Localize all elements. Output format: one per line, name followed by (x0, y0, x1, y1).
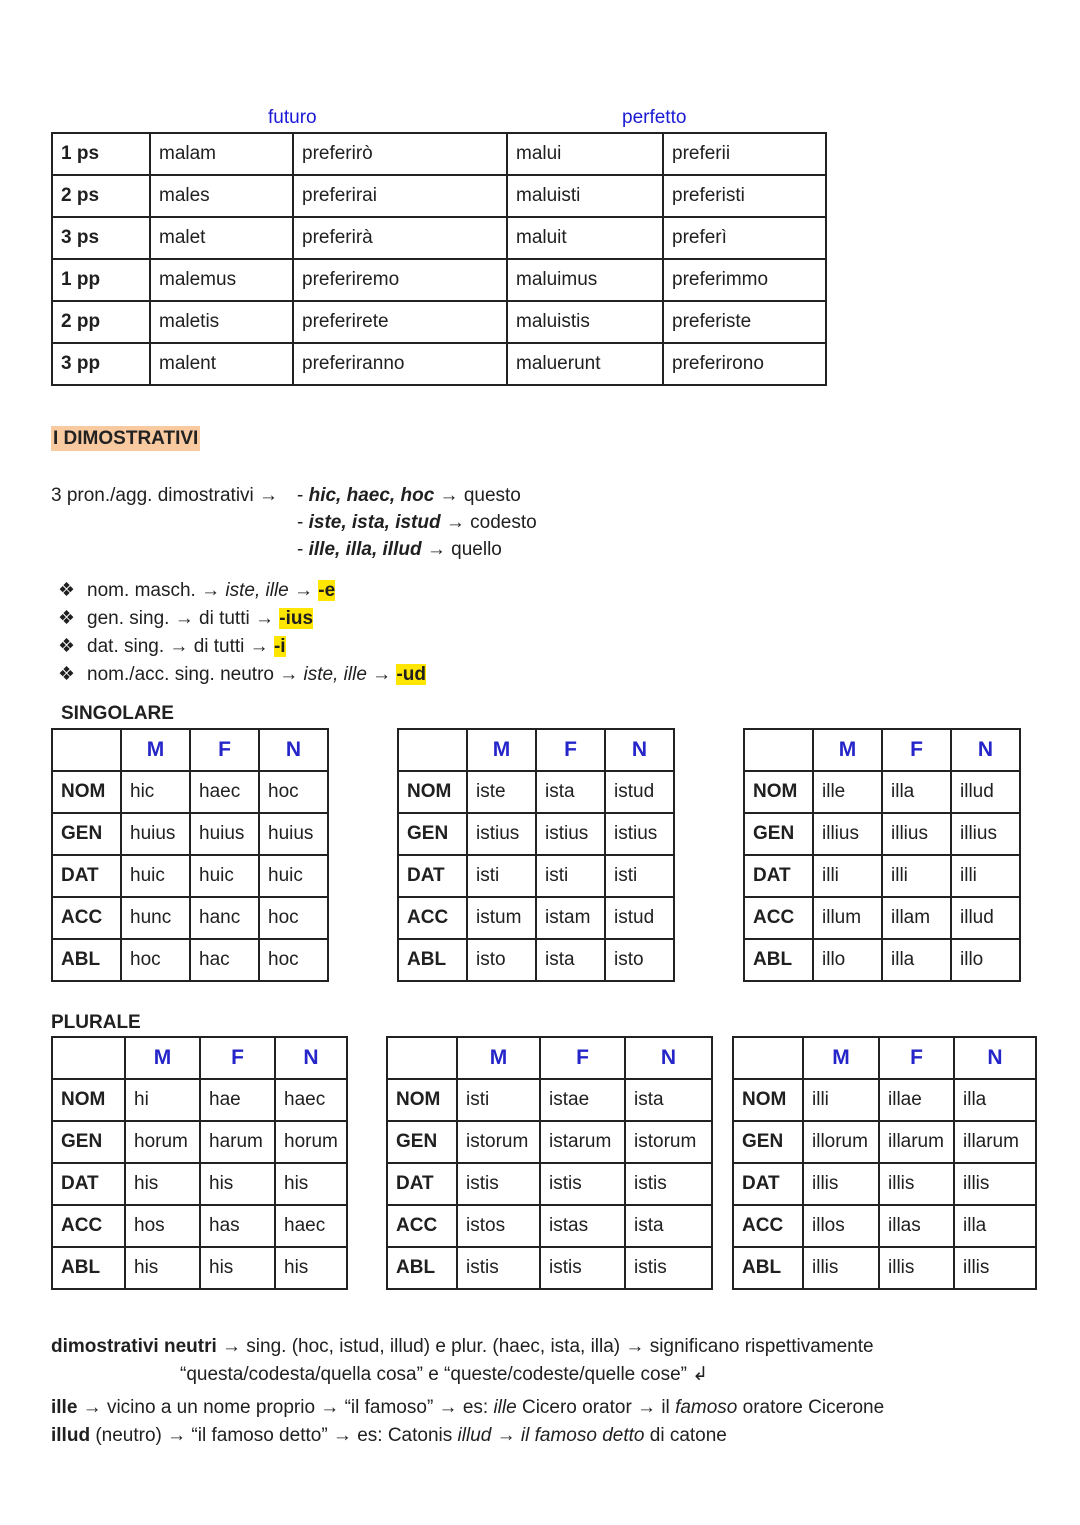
case-row (387, 1079, 712, 1121)
form-cell: istis (540, 1247, 625, 1289)
form-cell: istis (457, 1247, 540, 1289)
diamond-bullet-icon: ❖ (58, 608, 76, 629)
form-cell: illis (803, 1247, 879, 1289)
corner-cell (52, 729, 121, 771)
form-cell: hic (121, 771, 190, 813)
case-row (733, 1079, 1036, 1121)
form-cell: harum (200, 1121, 275, 1163)
singolare-label: SINGOLARE (61, 703, 174, 724)
form-cell: isti (467, 855, 536, 897)
verb-form-cell: maluistis (507, 301, 663, 343)
form-cell: hos (125, 1205, 200, 1247)
gender-header: F (190, 729, 259, 771)
header-row (744, 729, 1020, 771)
form-cell: hoc (259, 897, 328, 939)
note-neutri-line2: “questa/codesta/quella cosa” e “queste/codeste/quelle cose” ↲ (180, 1364, 709, 1385)
form-cell: illa (954, 1079, 1036, 1121)
form-cell: istius (605, 813, 674, 855)
case-row (733, 1247, 1036, 1289)
plurale-table-2 (386, 1036, 713, 1290)
case-label: ACC (744, 897, 813, 939)
plurale-label: PLURALE (51, 1012, 141, 1033)
case-row (398, 771, 674, 813)
form-cell: his (200, 1247, 275, 1289)
person-cell: 2 pp (52, 301, 150, 343)
form-cell: illius (882, 813, 951, 855)
intro-arrow: → (421, 539, 452, 560)
gender-header: M (125, 1037, 200, 1079)
case-label: ABL (744, 939, 813, 981)
form-cell: huic (190, 855, 259, 897)
person-cell: 1 ps (52, 133, 150, 175)
intro-item (297, 482, 537, 509)
note-ille-text-a: → vicino a un nome proprio → “il famoso” → es: (77, 1397, 494, 1418)
case-label: ACC (398, 897, 467, 939)
gender-header: N (259, 729, 328, 771)
case-row (387, 1163, 712, 1205)
form-cell: huius (190, 813, 259, 855)
note-illud-text-c: di catone (644, 1425, 727, 1446)
form-cell: istorum (625, 1121, 712, 1163)
intro-item (297, 536, 537, 563)
rule-text: dat. sing. → di tutti (87, 636, 245, 657)
verb-form-cell: preferiste (663, 301, 826, 343)
form-cell: hoc (259, 939, 328, 981)
form-cell: istas (540, 1205, 625, 1247)
form-cell: illi (803, 1079, 879, 1121)
verb-form-cell: maluimus (507, 259, 663, 301)
intro-item (297, 509, 537, 536)
note-ille-italic-1: ille (493, 1397, 517, 1418)
rules-list (58, 577, 426, 689)
case-label: NOM (387, 1079, 457, 1121)
rule-italic: iste, ille (225, 580, 289, 601)
gender-header: M (457, 1037, 540, 1079)
form-cell: isto (605, 939, 674, 981)
case-label: ACC (52, 1205, 125, 1247)
form-cell: illis (879, 1163, 954, 1205)
form-cell: ista (536, 939, 605, 981)
case-label: ABL (387, 1247, 457, 1289)
form-cell: istae (540, 1079, 625, 1121)
case-row (398, 939, 674, 981)
case-row (52, 813, 328, 855)
case-label: ACC (52, 897, 121, 939)
header-row (52, 729, 328, 771)
gender-header: N (275, 1037, 347, 1079)
verb-form-cell: malent (150, 343, 293, 385)
intro-items (297, 482, 537, 563)
case-label: ABL (52, 1247, 125, 1289)
rule-text: nom./acc. sing. neutro → (87, 664, 304, 685)
form-cell: hae (200, 1079, 275, 1121)
gender-header: N (951, 729, 1020, 771)
form-cell: istius (536, 813, 605, 855)
plurale-table-1 (51, 1036, 348, 1290)
corner-cell (387, 1037, 457, 1079)
case-label: GEN (52, 813, 121, 855)
form-cell: his (125, 1163, 200, 1205)
note-illud-text-a: (neutro) → “il famoso detto” → es: Catonis (90, 1425, 458, 1446)
form-cell: illis (954, 1163, 1036, 1205)
rule-arrow: → (366, 664, 397, 685)
verb-form-cell: preferì (663, 217, 826, 259)
header-row (398, 729, 674, 771)
case-label: ABL (733, 1247, 803, 1289)
form-cell: iste (467, 771, 536, 813)
singolare-table-3 (743, 728, 1021, 982)
verb-form-cell: preferirai (293, 175, 507, 217)
case-row (744, 897, 1020, 939)
case-row (52, 1079, 347, 1121)
case-row (744, 855, 1020, 897)
case-label: DAT (733, 1163, 803, 1205)
header-row (733, 1037, 1036, 1079)
form-cell: illarum (879, 1121, 954, 1163)
case-row (744, 939, 1020, 981)
note-ille-italic-2: famoso (675, 1397, 738, 1418)
case-label: NOM (744, 771, 813, 813)
form-cell: horum (125, 1121, 200, 1163)
intro-arrow: → (440, 512, 471, 533)
form-cell: ista (625, 1205, 712, 1247)
verb-form-cell: malui (507, 133, 663, 175)
case-label: ACC (733, 1205, 803, 1247)
verb-form-cell: preferirà (293, 217, 507, 259)
intro-lead-text: 3 pron./agg. dimostrativi → (51, 485, 279, 506)
intro-dash: - (297, 512, 309, 533)
case-row (744, 813, 1020, 855)
intro-forms: iste, ista, istud (308, 512, 441, 533)
form-cell: hoc (259, 771, 328, 813)
form-cell: hac (190, 939, 259, 981)
corner-cell (744, 729, 813, 771)
diamond-bullet-icon: ❖ (58, 636, 76, 657)
form-cell: istud (605, 771, 674, 813)
case-row (733, 1205, 1036, 1247)
form-cell: illos (803, 1205, 879, 1247)
verb-conjugation-table (51, 132, 827, 386)
verb-form-cell: malam (150, 133, 293, 175)
header-row (52, 1037, 347, 1079)
verb-row (52, 175, 826, 217)
form-cell: horum (275, 1121, 347, 1163)
case-row (52, 1205, 347, 1247)
verb-form-cell: preferii (663, 133, 826, 175)
note-neutri-text: → sing. (hoc, istud, illud) e plur. (haec, ista, illa) → significano rispettivamente (216, 1336, 874, 1357)
form-cell: haec (275, 1079, 347, 1121)
case-label: NOM (398, 771, 467, 813)
case-row (52, 897, 328, 939)
form-cell: hunc (121, 897, 190, 939)
case-label: ABL (52, 939, 121, 981)
note-ille-text-c: oratore Cicerone (737, 1397, 885, 1418)
form-cell: illud (951, 897, 1020, 939)
form-cell: istis (625, 1163, 712, 1205)
corner-cell (52, 1037, 125, 1079)
verb-row (52, 343, 826, 385)
case-label: GEN (744, 813, 813, 855)
form-cell: huius (121, 813, 190, 855)
form-cell: illum (813, 897, 882, 939)
verb-form-cell: males (150, 175, 293, 217)
rule-item (58, 661, 426, 689)
form-cell: hoc (121, 939, 190, 981)
form-cell: istis (625, 1247, 712, 1289)
form-cell: illis (803, 1163, 879, 1205)
case-row (744, 771, 1020, 813)
form-cell: illi (882, 855, 951, 897)
gender-header: F (536, 729, 605, 771)
case-label: GEN (387, 1121, 457, 1163)
verb-form-cell: maluisti (507, 175, 663, 217)
case-label: DAT (52, 1163, 125, 1205)
note-ille-bold: ille (51, 1397, 78, 1418)
case-label: NOM (52, 771, 121, 813)
case-label: GEN (52, 1121, 125, 1163)
form-cell: illis (954, 1247, 1036, 1289)
rule-ending: -ud (396, 664, 427, 685)
gender-header: N (605, 729, 674, 771)
intro-forms: hic, haec, hoc (308, 485, 435, 506)
form-cell: haec (190, 771, 259, 813)
verb-form-cell: malet (150, 217, 293, 259)
corner-cell (398, 729, 467, 771)
verb-form-cell: malemus (150, 259, 293, 301)
rule-ending: -e (318, 580, 336, 601)
intro-arrow: → (434, 485, 464, 506)
form-cell: istarum (540, 1121, 625, 1163)
rule-italic: iste, ille (303, 664, 367, 685)
gender-header: N (954, 1037, 1036, 1079)
case-label: DAT (52, 855, 121, 897)
form-cell: huic (259, 855, 328, 897)
form-cell: his (125, 1247, 200, 1289)
person-cell: 1 pp (52, 259, 150, 301)
header-row (387, 1037, 712, 1079)
case-row (52, 1247, 347, 1289)
form-cell: illius (813, 813, 882, 855)
note-neutri-bold: dimostrativi neutri (51, 1336, 217, 1357)
gender-header: M (803, 1037, 879, 1079)
gender-header: F (200, 1037, 275, 1079)
case-row (52, 1163, 347, 1205)
rule-item (58, 633, 426, 661)
diamond-bullet-icon: ❖ (58, 580, 76, 601)
form-cell: illis (879, 1247, 954, 1289)
verb-form-cell: preferiranno (293, 343, 507, 385)
verb-form-cell: preferimmo (663, 259, 826, 301)
form-cell: haec (275, 1205, 347, 1247)
case-label: GEN (398, 813, 467, 855)
header-futuro: futuro (268, 107, 317, 128)
form-cell: illae (879, 1079, 954, 1121)
person-cell: 3 pp (52, 343, 150, 385)
rule-arrow: → (244, 636, 274, 657)
gender-header: M (467, 729, 536, 771)
case-row (733, 1163, 1036, 1205)
form-cell: his (275, 1163, 347, 1205)
verb-row (52, 259, 826, 301)
gender-header: M (813, 729, 882, 771)
intro-meaning: quello (451, 539, 502, 560)
intro-dash: - (297, 539, 309, 560)
note-illud-italic-2: il famoso detto (520, 1425, 645, 1446)
form-cell: illud (951, 771, 1020, 813)
form-cell: illo (813, 939, 882, 981)
form-cell: istud (605, 897, 674, 939)
case-label: NOM (52, 1079, 125, 1121)
form-cell: illa (954, 1205, 1036, 1247)
form-cell: illarum (954, 1121, 1036, 1163)
rule-item (58, 605, 426, 633)
case-row (52, 1121, 347, 1163)
form-cell: istius (467, 813, 536, 855)
rule-arrow: → (288, 580, 319, 601)
form-cell: istos (457, 1205, 540, 1247)
case-row (733, 1121, 1036, 1163)
verb-form-cell: preferiremo (293, 259, 507, 301)
singolare-table-1 (51, 728, 329, 982)
intro-meaning: codesto (470, 512, 537, 533)
form-cell: ista (536, 771, 605, 813)
note-illud (51, 1422, 727, 1450)
form-cell: illorum (803, 1121, 879, 1163)
gender-header: N (625, 1037, 712, 1079)
form-cell: ille (813, 771, 882, 813)
singolare-table-2 (397, 728, 675, 982)
note-ille-text-b: Cicero orator → il (516, 1397, 676, 1418)
form-cell: illam (882, 897, 951, 939)
case-row (387, 1121, 712, 1163)
form-cell: isto (467, 939, 536, 981)
case-row (52, 855, 328, 897)
verb-row (52, 217, 826, 259)
note-ille (51, 1394, 884, 1422)
form-cell: isti (536, 855, 605, 897)
form-cell: his (275, 1247, 347, 1289)
form-cell: illi (813, 855, 882, 897)
case-row (52, 771, 328, 813)
case-label: GEN (733, 1121, 803, 1163)
case-row (398, 813, 674, 855)
intro-meaning: questo (463, 485, 521, 506)
form-cell: illas (879, 1205, 954, 1247)
case-label: NOM (733, 1079, 803, 1121)
verb-form-cell: preferirete (293, 301, 507, 343)
intro-forms: ille, illa, illud (308, 539, 422, 560)
verb-form-cell: maletis (150, 301, 293, 343)
verb-row (52, 133, 826, 175)
section-title-text: I DIMOSTRATIVI (53, 428, 199, 449)
form-cell: illius (951, 813, 1020, 855)
form-cell: illa (882, 771, 951, 813)
case-row (52, 939, 328, 981)
form-cell: ista (625, 1079, 712, 1121)
rule-arrow: → (249, 608, 280, 629)
case-label: ABL (398, 939, 467, 981)
verb-row (52, 301, 826, 343)
note-illud-italic-1: illud (457, 1425, 492, 1446)
verb-form-cell: preferirono (663, 343, 826, 385)
form-cell: isti (457, 1079, 540, 1121)
person-cell: 2 ps (52, 175, 150, 217)
form-cell: illo (951, 939, 1020, 981)
case-label: DAT (387, 1163, 457, 1205)
person-cell: 3 ps (52, 217, 150, 259)
form-cell: his (200, 1163, 275, 1205)
note-illud-bold: illud (51, 1425, 91, 1446)
form-cell: istorum (457, 1121, 540, 1163)
note-neutri (51, 1333, 1061, 1361)
form-cell: hanc (190, 897, 259, 939)
form-cell: huic (121, 855, 190, 897)
case-row (387, 1247, 712, 1289)
form-cell: isti (605, 855, 674, 897)
gender-header: F (540, 1037, 625, 1079)
form-cell: hi (125, 1079, 200, 1121)
section-title (51, 428, 200, 450)
form-cell: huius (259, 813, 328, 855)
form-cell: has (200, 1205, 275, 1247)
verb-form-cell: preferisti (663, 175, 826, 217)
case-row (398, 897, 674, 939)
intro-lead (51, 482, 278, 509)
verb-form-cell: preferirò (293, 133, 507, 175)
gender-header: F (879, 1037, 954, 1079)
form-cell: istis (540, 1163, 625, 1205)
diamond-bullet-icon: ❖ (58, 664, 76, 685)
form-cell: illa (882, 939, 951, 981)
rule-ending: -i (273, 636, 286, 657)
gender-header: F (882, 729, 951, 771)
rule-item (58, 577, 426, 605)
rule-ending: -ius (279, 608, 314, 629)
intro-dash: - (297, 485, 309, 506)
corner-cell (733, 1037, 803, 1079)
case-label: ACC (387, 1205, 457, 1247)
case-row (387, 1205, 712, 1247)
form-cell: istam (536, 897, 605, 939)
note-illud-text-b: → (491, 1425, 521, 1446)
case-row (398, 855, 674, 897)
form-cell: istum (467, 897, 536, 939)
rule-text: gen. sing. → di tutti (87, 608, 250, 629)
header-perfetto: perfetto (622, 107, 687, 128)
gender-header: M (121, 729, 190, 771)
case-label: DAT (744, 855, 813, 897)
form-cell: illi (951, 855, 1020, 897)
verb-form-cell: maluit (507, 217, 663, 259)
verb-form-cell: maluerunt (507, 343, 663, 385)
form-cell: istis (457, 1163, 540, 1205)
rule-text: nom. masch. → (87, 580, 226, 601)
case-label: DAT (398, 855, 467, 897)
plurale-table-3 (732, 1036, 1037, 1290)
